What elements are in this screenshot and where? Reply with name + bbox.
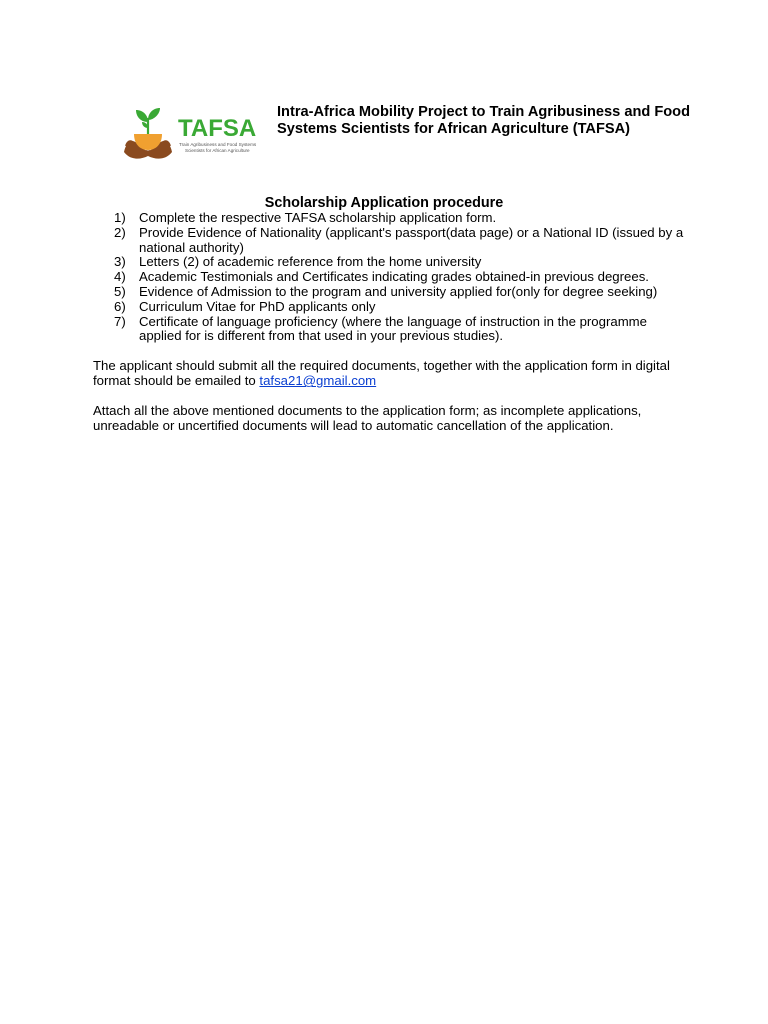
procedure-item-number: 4) [114, 269, 126, 285]
procedure-list [112, 211, 692, 344]
document-header [120, 100, 700, 170]
procedure-item-number: 6) [114, 298, 126, 314]
tafsa-logo [120, 100, 265, 168]
procedure-item-text: Provide Evidence of Nationality (applicant's passport(data page) or a National ID (issued by a national authority) [139, 224, 684, 255]
procedure-item-number: 7) [114, 313, 126, 329]
procedure-item [112, 300, 692, 315]
procedure-item-number: 1) [114, 210, 126, 225]
logo-tagline-line2: Scientists for African Agriculture [185, 148, 250, 153]
attach-note: Attach all the above mentioned documents to the application form; as incomplete applications, unreadable or uncertified documents will lead to automatic cancellation of the application. [93, 403, 642, 434]
procedure-item [112, 285, 692, 300]
submission-paragraph [93, 358, 683, 388]
procedure-item-text: Academic Testimonials and Certificates indicating grades obtained-in previous degrees. [139, 269, 649, 285]
procedure-item [112, 255, 692, 270]
procedure-item-number: 3) [114, 254, 126, 270]
email-link[interactable]: tafsa21@gmail.com [259, 373, 377, 389]
logo-tagline-line1: Train Agribusiness and Food Systems [179, 142, 257, 147]
procedure-item-text: Evidence of Admission to the program and university applied for(only for degree seeking) [139, 283, 658, 299]
procedure-item-text: Certificate of language proficiency (where the language of instruction in the programme applied for is different from that used in your previous studies). [139, 313, 648, 344]
procedure-item [112, 226, 692, 256]
logo-text: TAFSA [178, 115, 257, 142]
procedure-item-number: 5) [114, 283, 126, 299]
section-title: Scholarship Application procedure [264, 195, 504, 211]
submission-text: The applicant should submit all the required documents, together with the application form in digital format should be emailed to [93, 358, 670, 389]
procedure-item-number: 2) [114, 224, 126, 240]
procedure-item [112, 315, 692, 345]
procedure-item [112, 211, 692, 226]
procedure-item-text: Complete the respective TAFSA scholarship application form. [139, 210, 497, 225]
procedure-item-text: Curriculum Vitae for PhD applicants only [139, 298, 376, 314]
project-title: Intra-Africa Mobility Project to Train Agribusiness and Food Systems Scientists for African Agriculture (TAFSA) [277, 104, 690, 137]
procedure-item-text: Letters (2) of academic reference from the home university [139, 254, 482, 270]
tafsa-logo-icon [120, 100, 265, 168]
procedure-item [112, 270, 692, 285]
